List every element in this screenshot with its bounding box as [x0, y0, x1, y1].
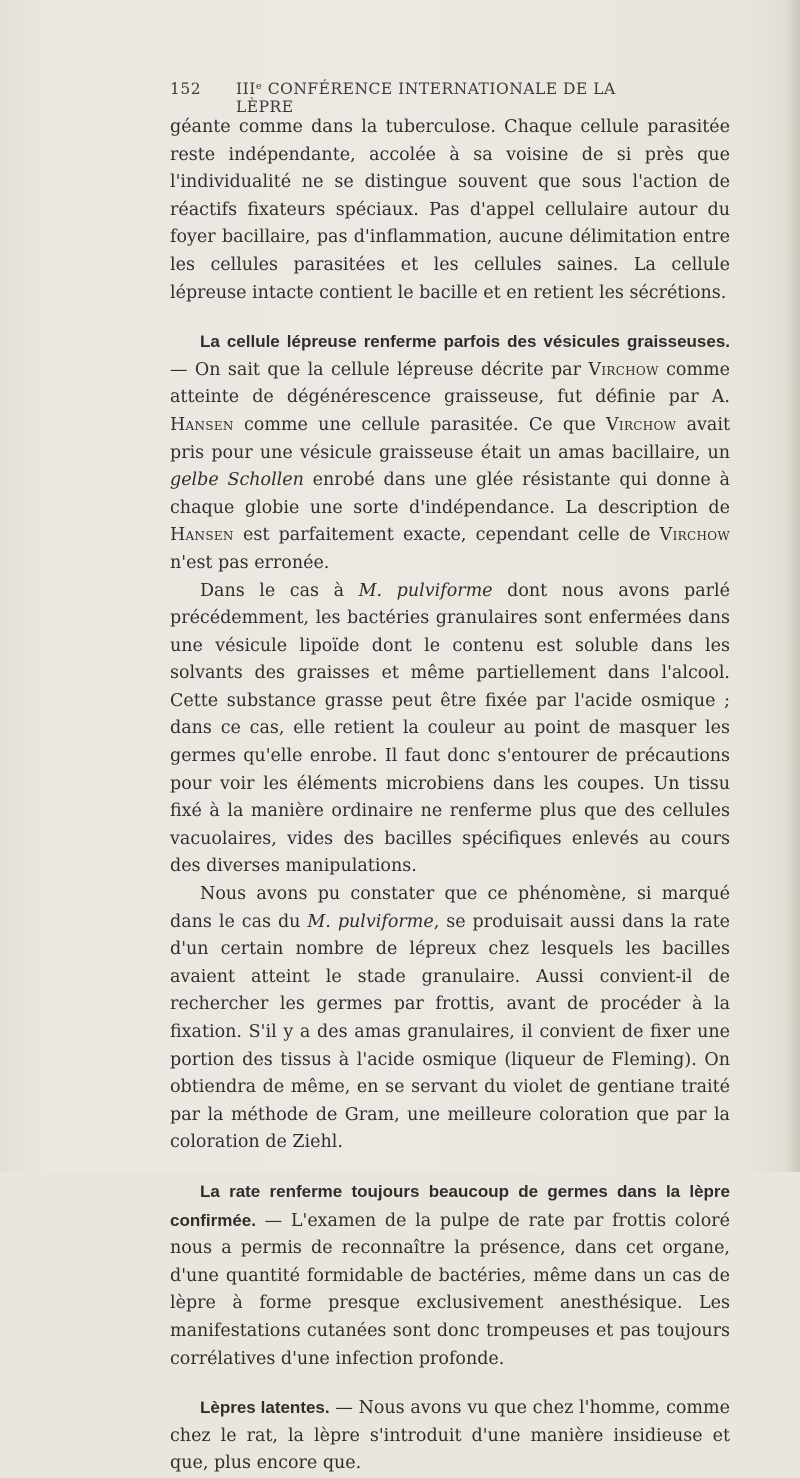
author-name: Hansen [170, 525, 234, 546]
author-name: Virchow [605, 414, 677, 435]
paragraph-pulviforme [170, 578, 730, 882]
text-run: — Nous avons vu que chez l'homme, comme chez le rat, la lèpre s'introduit d'une manière insidieuse et que, plus encore que. [170, 1398, 730, 1474]
italic-term: M. pulviforme [307, 911, 434, 932]
text-run: Dans le cas à [200, 580, 359, 601]
paragraph-continuation [170, 114, 730, 307]
text-run: enrobé dans une glée résistante qui donne à chaque globie une sorte d'indépendance. La description de [170, 470, 730, 518]
text-run: est parfaitement exacte, cependant celle de [233, 525, 660, 546]
running-header [170, 80, 640, 116]
page-number: 152 [170, 80, 202, 98]
italic-term: gelbe Schollen [170, 470, 304, 491]
text-run: n'est pas erronée. [170, 552, 330, 573]
text-run: comme atteinte de dégénérescence graisseuse, fut définie par A. [170, 359, 730, 408]
text-run: Nous avons pu constater que ce phénomène, si marqué dans le cas du [170, 884, 730, 932]
paragraph-lepres-latentes [170, 1394, 730, 1478]
italic-term: M. pulviforme [358, 580, 493, 601]
text-run: comme une cellule parasitée. Ce que [233, 414, 606, 435]
text-run: , se produisait aussi dans la rate d'un certain nombre de lépreux chez lesquels les bacilles avaient atteint le stade granulaire. Aussi convient-il de rechercher les germes par frottis, avant de procéder à la fixation. S'il y a des amas granulaires, il convient de fixer une portion des tissus à l'acide osmique (liqueur de Fleming). On obtiendra de même, en se servant du violet de gentiane traité par la méthode de Gram, une meilleure coloration que par la coloration de Ziehl. [170, 911, 730, 1153]
author-name: Virchow [659, 525, 730, 546]
paragraph-rate-observation [170, 881, 730, 1157]
text-run: avait pris pour une vésicule graisseuse était un amas bacillaire, un [170, 414, 730, 463]
page-edge-shadow [786, 0, 800, 1172]
text-run: — L'examen de la pulpe de rate par frottis coloré nous a permis de reconnaître la présence, dans cet organe, d'une quantité formidable de bactéries, même dans un cas de lèpre à forme presque exclusivement anesthésique. Les manifestations cutanées sont donc trompeuses et pas toujours corrélatives d'une infection profonde. [170, 1210, 730, 1369]
text-run: — On sait que la cellule lépreuse décrite par [170, 359, 589, 380]
paragraph-fat-vesicles [170, 328, 730, 577]
author-name: Hansen [170, 414, 234, 435]
text-run: dont nous avons parlé précédemment, les bactéries granulaires sont enfermées dans une vésicule lipoïde dont le contenu est soluble dans les solvants des graisses et même partiellement dans l'alcool. Cette substance grasse peut être fixée par l'acide osmique ; dans ce cas, elle retient la couleur au point de masquer les germes qu'elle enrobe. Il faut donc s'entourer de précautions pour voir les éléments microbiens dans les coupes. Un tissu fixé à la manière ordinaire ne renferme plus que des cellules vacuolaires, vides des bacilles spécifiques enlevés au cours des diverses manipulations. [170, 580, 730, 877]
section-heading: La cellule lépreuse renferme parfois des vésicules graisseuses. [200, 332, 730, 352]
section-heading: La rate renferme toujours beaucoup de germes dans la lèpre confirmée. [170, 1181, 730, 1230]
running-title: IIIᵉ CONFÉRENCE INTERNATIONALE DE LA LÈPRE [236, 80, 616, 116]
paragraph-rate-germes [170, 1178, 730, 1373]
paragraph-text: géante comme dans la tuberculose. Chaque cellule parasitée reste indépendante, accolée à sa voisine de si près que l'individualité ne se distingue souvent que sous l'action de réactifs fixateurs spéciaux. Pas d'appel cellulaire autour du foyer bacillaire, pas d'inflammation, aucune délimitation entre les cellules parasitées et les cellules saines. La cellule lépreuse intacte contient le bacille et en retient les sécrétions. [170, 117, 730, 303]
author-name: Virchow [588, 359, 659, 380]
body-text [170, 114, 730, 1478]
section-heading: Lèpres latentes. [200, 1398, 330, 1418]
